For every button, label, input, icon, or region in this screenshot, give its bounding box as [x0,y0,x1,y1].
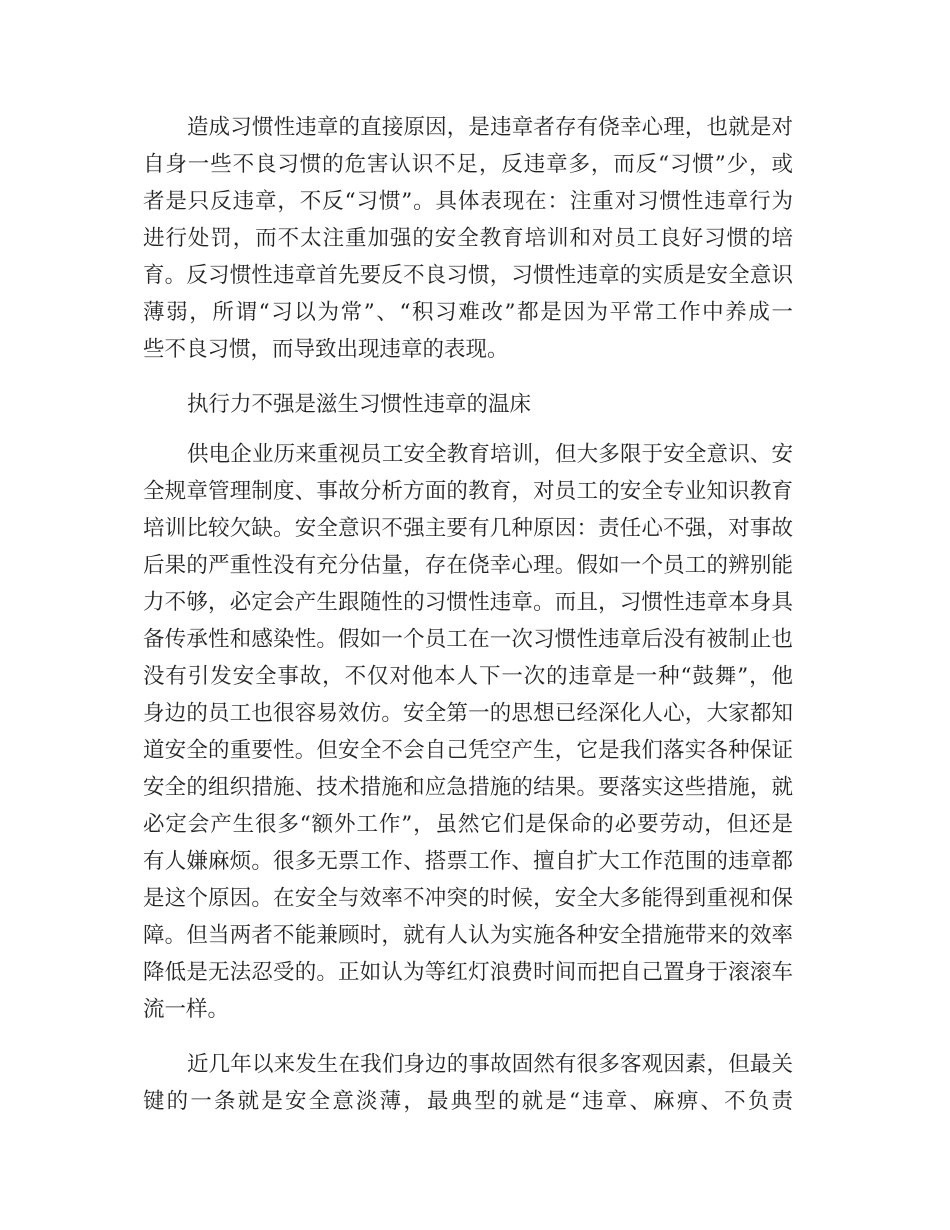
paragraph-2-line-2: 全规章管理制度、事故分析方面的教育，对员工的安全专业知识教育 [143,479,793,504]
paragraph-2-line-13: 是这个原因。在安全与效率不冲突的时候，安全大多能得到重视和保 [143,886,793,911]
paragraph-1-line-4: 进行处罚，而不太注重加强的安全教育培训和对员工良好习惯的培 [143,226,793,251]
paragraph-2-line-16: 流一样。 [143,997,230,1022]
paragraph-2-line-11: 必定会产生很多“额外工作”，虽然它们是保命的必要劳动，但还是 [143,812,793,837]
paragraph-2-line-1: 供电企业历来重视员工安全教育培训，但大多限于安全意识、安 [187,442,793,467]
paragraph-2-line-4: 后果的严重性没有充分估量，存在侥幸心理。假如一个员工的辨别能 [143,553,793,578]
paragraph-1-line-1: 造成习惯性违章的直接原因，是违章者存有侥幸心理，也就是对 [187,115,793,140]
paragraph-2-line-3: 培训比较欠缺。安全意识不强主要有几种原因：责任心不强，对事故 [143,516,793,541]
paragraph-2-line-6: 备传承性和感染性。假如一个员工在一次习惯性违章后没有被制止也 [143,627,793,652]
paragraph-2-line-8: 身边的员工也很容易效仿。安全第一的思想已经深化人心，大家都知 [143,701,793,726]
paragraph-2-line-7: 没有引发安全事故，不仅对他本人下一次的违章是一种“鼓舞”，他 [143,664,793,689]
paragraph-2-line-9: 道安全的重要性。但安全不会自己凭空产生，它是我们落实各种保证 [143,738,793,763]
paragraph-2-line-15: 降低是无法忍受的。正如认为等红灯浪费时间而把自己置身于滚滚车 [143,960,793,985]
paragraph-1-line-6: 薄弱，所谓“习以为常”、“积习难改”都是因为平常工作中养成一 [143,300,793,325]
paragraph-1-line-3: 者是只反违章，不反“习惯”。具体表现在：注重对习惯性违章行为 [143,189,793,214]
paragraph-2-line-5: 力不够，必定会产生跟随性的习惯性违章。而且，习惯性违章本身具 [143,590,793,615]
section-heading: 执行力不强是滋生习惯性违章的温床 [187,392,532,417]
paragraph-2-line-10: 安全的组织措施、技术措施和应急措施的结果。要落实这些措施，就 [143,775,793,800]
paragraph-1-line-7: 些不良习惯，而导致出现违章的表现。 [143,337,509,362]
paragraph-2-line-14: 障。但当两者不能兼顾时，就有人认为实施各种安全措施带来的效率 [143,923,793,948]
paragraph-3-line-2: 键的一条就是安全意淡薄，最典型的就是“违章、麻痹、不负责 [143,1089,793,1114]
paragraph-3-line-1: 近几年以来发生在我们身边的事故固然有很多客观因素，但最关 [187,1052,793,1077]
paragraph-1-line-5: 育。反习惯性违章首先要反不良习惯，习惯性违章的实质是安全意识 [143,263,793,288]
paragraph-1-line-2: 自身一些不良习惯的危害认识不足，反违章多，而反“习惯”少，或 [143,152,793,177]
paragraph-2-line-12: 有人嫌麻烦。很多无票工作、搭票工作、擅自扩大工作范围的违章都 [143,849,793,874]
